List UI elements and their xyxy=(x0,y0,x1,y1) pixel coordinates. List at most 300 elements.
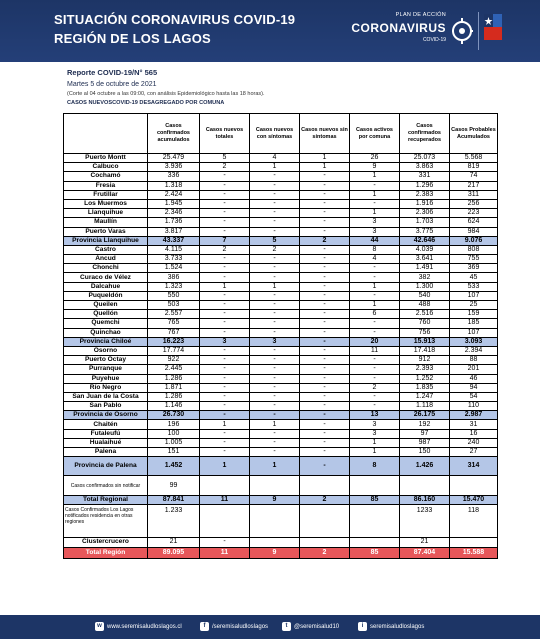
table-cell: 15.470 xyxy=(450,496,498,505)
table-cell: 4 xyxy=(250,154,300,163)
table-row xyxy=(64,310,498,319)
grand-total-row xyxy=(64,547,498,558)
table-cell: - xyxy=(350,291,400,300)
row-label: Clustercrucero xyxy=(64,538,148,547)
table-cell: 1 xyxy=(350,282,400,291)
table-cell: - xyxy=(350,365,400,374)
table-cell: 1.252 xyxy=(400,374,450,383)
table-cell: - xyxy=(300,301,350,310)
table-cell: 3.863 xyxy=(400,163,450,172)
header-active: Casos activos por comuna xyxy=(350,114,400,154)
table-cell: 74 xyxy=(450,172,498,181)
row-label: Calbuco xyxy=(64,163,148,172)
table-cell: - xyxy=(300,209,350,218)
row-label: Hualaihué xyxy=(64,438,148,447)
table-cell: - xyxy=(250,429,300,438)
table-cell: - xyxy=(350,374,400,383)
table-row xyxy=(64,199,498,208)
footer-twitter[interactable] xyxy=(282,622,339,631)
table-cell: 386 xyxy=(148,273,200,282)
table-cell: - xyxy=(200,319,250,328)
table-cell: 369 xyxy=(450,264,498,273)
table-row xyxy=(64,218,498,227)
table-cell: 20 xyxy=(350,337,400,346)
table-cell: 331 xyxy=(400,172,450,181)
table-row xyxy=(64,227,498,236)
footer-instagram-text: seremisaludloslagos xyxy=(370,623,425,630)
table-cell: - xyxy=(350,199,400,208)
table-cell: - xyxy=(250,273,300,282)
table-cell: 1.736 xyxy=(148,218,200,227)
report-subtitle: CASOS NUEVOSCOVID-19 DESAGREGADO POR COMUNA xyxy=(67,100,225,106)
table-cell: - xyxy=(300,374,350,383)
table-cell xyxy=(450,476,498,496)
table-cell: - xyxy=(300,172,350,181)
row-label: Dalcahue xyxy=(64,282,148,291)
table-cell: - xyxy=(250,218,300,227)
footer-facebook[interactable] xyxy=(200,622,268,631)
table-cell: 1.452 xyxy=(148,457,200,476)
brand-plan-text: PLAN DE ACCIÓN xyxy=(395,12,446,18)
table-cell xyxy=(350,505,400,538)
table-cell: 240 xyxy=(450,438,498,447)
table-cell: - xyxy=(300,365,350,374)
table-cell: 2.987 xyxy=(450,411,498,420)
table-cell: - xyxy=(200,438,250,447)
table-cell: - xyxy=(350,264,400,273)
header-blank-cell xyxy=(64,114,148,154)
row-label: Los Muermos xyxy=(64,199,148,208)
row-label: Castro xyxy=(64,245,148,254)
facebook-icon: f xyxy=(200,622,209,631)
province-total-row xyxy=(64,236,498,245)
table-cell: - xyxy=(200,392,250,401)
row-label: Puyehue xyxy=(64,374,148,383)
table-cell: 2 xyxy=(200,245,250,254)
table-cell: 9.076 xyxy=(450,236,498,245)
table-cell: - xyxy=(250,365,300,374)
row-label: Puerto Varas xyxy=(64,227,148,236)
table-cell: 21 xyxy=(400,538,450,547)
table-cell: 1 xyxy=(350,448,400,457)
table-cell: 150 xyxy=(400,448,450,457)
table-cell: 159 xyxy=(450,310,498,319)
table-cell: 8 xyxy=(350,245,400,254)
row-label: Puerto Montt xyxy=(64,154,148,163)
table-cell: - xyxy=(300,337,350,346)
table-row xyxy=(64,356,498,365)
cases-table xyxy=(63,113,498,559)
table-cell: 17.774 xyxy=(148,346,200,355)
table-cell: 17.418 xyxy=(400,346,450,355)
table-cell: 2 xyxy=(250,245,300,254)
table-cell: - xyxy=(250,438,300,447)
table-cell: - xyxy=(300,218,350,227)
table-cell: - xyxy=(300,264,350,273)
table-cell: - xyxy=(300,402,350,411)
table-cell: 1.426 xyxy=(400,457,450,476)
table-cell: 118 xyxy=(450,505,498,538)
table-cell: 94 xyxy=(450,383,498,392)
table-cell: 27 xyxy=(450,448,498,457)
footer-instagram[interactable] xyxy=(358,622,424,631)
table-cell: - xyxy=(200,273,250,282)
row-label: Provincia Llanquihue xyxy=(64,236,148,245)
table-cell: - xyxy=(250,172,300,181)
header-confirmed: Casos confirmados acumulados xyxy=(148,114,200,154)
report-date: Martes 5 de octubre de 2021 xyxy=(67,81,157,88)
table-cell: 89.095 xyxy=(148,547,200,558)
row-label: Fresia xyxy=(64,181,148,190)
page-footer xyxy=(0,615,540,639)
table-cell xyxy=(200,476,250,496)
table-cell: 16.223 xyxy=(148,337,200,346)
table-cell: - xyxy=(200,346,250,355)
table-cell: 8 xyxy=(350,457,400,476)
header-recovered: Casos confirmados recuperados xyxy=(400,114,450,154)
table-cell: - xyxy=(200,209,250,218)
table-row xyxy=(64,154,498,163)
regional-total-row xyxy=(64,496,498,505)
table-cell: 488 xyxy=(400,301,450,310)
table-cell: 9 xyxy=(250,547,300,558)
table-cell xyxy=(250,538,300,547)
header-new-total: Casos nuevos totales xyxy=(200,114,250,154)
table-cell: 21 xyxy=(148,538,200,547)
row-label: Ancud xyxy=(64,255,148,264)
table-cell: 3.936 xyxy=(148,163,200,172)
table-cell: - xyxy=(350,392,400,401)
footer-facebook-text: /seremisaludloslagos xyxy=(212,623,269,630)
table-cell: - xyxy=(300,457,350,476)
province-total-row xyxy=(64,457,498,476)
table-cell: - xyxy=(200,448,250,457)
table-cell: - xyxy=(250,392,300,401)
table-cell: 1233 xyxy=(400,505,450,538)
table-cell: 217 xyxy=(450,181,498,190)
table-cell: 3 xyxy=(250,337,300,346)
table-cell: - xyxy=(250,346,300,355)
table-cell: 1 xyxy=(250,163,300,172)
header-new-symptoms: Casos nuevos con síntomas xyxy=(250,114,300,154)
table-cell: 1.524 xyxy=(148,264,200,273)
row-label: Palena xyxy=(64,448,148,457)
table-cell: - xyxy=(300,356,350,365)
row-label: Puqueldón xyxy=(64,291,148,300)
table-cell: 100 xyxy=(148,429,200,438)
table-cell: 756 xyxy=(400,328,450,337)
table-row xyxy=(64,264,498,273)
government-logo-icon xyxy=(484,14,502,40)
table-row xyxy=(64,291,498,300)
row-label: San Pablo xyxy=(64,402,148,411)
table-cell xyxy=(300,538,350,547)
table-cell: - xyxy=(250,411,300,420)
table-cell: 2 xyxy=(200,163,250,172)
row-label: Curaco de Vélez xyxy=(64,273,148,282)
table-cell: 2.445 xyxy=(148,365,200,374)
table-row xyxy=(64,438,498,447)
table-cell: - xyxy=(250,227,300,236)
table-cell: - xyxy=(300,291,350,300)
table-cell: - xyxy=(200,227,250,236)
table-cell: 7 xyxy=(200,236,250,245)
table-cell: 2 xyxy=(300,547,350,558)
table-cell: 1 xyxy=(350,172,400,181)
table-cell: 26.730 xyxy=(148,411,200,420)
table-cell: - xyxy=(250,264,300,273)
table-cell: 503 xyxy=(148,301,200,310)
row-label: Provincia Chiloé xyxy=(64,337,148,346)
table-cell: 1 xyxy=(350,301,400,310)
table-row xyxy=(64,448,498,457)
table-cell: 9 xyxy=(350,163,400,172)
table-cell: 1 xyxy=(250,282,300,291)
table-cell: - xyxy=(250,448,300,457)
table-cell: 15.913 xyxy=(400,337,450,346)
table-cell: 42.646 xyxy=(400,236,450,245)
province-total-row xyxy=(64,411,498,420)
table-cell: 11 xyxy=(200,547,250,558)
table-row xyxy=(64,374,498,383)
table-cell: 1 xyxy=(350,190,400,199)
table-row xyxy=(64,392,498,401)
table-cell: - xyxy=(200,402,250,411)
table-cell: - xyxy=(300,282,350,291)
table-row xyxy=(64,402,498,411)
table-cell: 1.286 xyxy=(148,374,200,383)
table-cell: 3 xyxy=(350,429,400,438)
table-row xyxy=(64,245,498,254)
table-row xyxy=(64,346,498,355)
row-label: Quemchi xyxy=(64,319,148,328)
row-label: Maullín xyxy=(64,218,148,227)
row-label: Queilen xyxy=(64,301,148,310)
row-label: Osorno xyxy=(64,346,148,355)
table-cell: - xyxy=(250,209,300,218)
header-title: SITUACIÓN CORONAVIRUS COVID-19 xyxy=(54,12,296,27)
table-cell: 5 xyxy=(200,154,250,163)
table-cell: 11 xyxy=(200,496,250,505)
table-cell: - xyxy=(300,438,350,447)
table-cell xyxy=(200,505,250,538)
table-cell: - xyxy=(250,181,300,190)
table-cell: 151 xyxy=(148,448,200,457)
table-cell: 1.835 xyxy=(400,383,450,392)
table-cell: 196 xyxy=(148,420,200,429)
table-cell: - xyxy=(350,273,400,282)
table-cell xyxy=(450,538,498,547)
table-cell: 87.841 xyxy=(148,496,200,505)
table-cell: 25 xyxy=(450,301,498,310)
table-cell: 3 xyxy=(350,227,400,236)
table-cell: - xyxy=(350,356,400,365)
table-cell: 314 xyxy=(450,457,498,476)
row-label: Chonchi xyxy=(64,264,148,273)
row-label: Provincia de Palena xyxy=(64,457,148,476)
table-cell: - xyxy=(250,301,300,310)
table-cell: 765 xyxy=(148,319,200,328)
table-row xyxy=(64,172,498,181)
row-label: Casos Confirmados Los Lagos notificados residencia en otras regiones xyxy=(64,505,148,538)
row-label: Total Regional xyxy=(64,496,148,505)
table-cell: 1 xyxy=(350,438,400,447)
table-cell: 2.424 xyxy=(148,190,200,199)
table-cell: 86.160 xyxy=(400,496,450,505)
table-cell: 2.557 xyxy=(148,310,200,319)
row-label: Cochamó xyxy=(64,172,148,181)
table-cell: 3.733 xyxy=(148,255,200,264)
table-cell: 3.093 xyxy=(450,337,498,346)
table-cell: - xyxy=(300,346,350,355)
row-label: Total Región xyxy=(64,547,148,558)
table-body xyxy=(64,154,498,559)
table-cell: 4.115 xyxy=(148,245,200,254)
table-cell: 540 xyxy=(400,291,450,300)
table-cell: 85 xyxy=(350,496,400,505)
table-row xyxy=(64,429,498,438)
table-cell: - xyxy=(200,291,250,300)
row-label: San Juan de la Costa xyxy=(64,392,148,401)
row-label: Quellón xyxy=(64,310,148,319)
report-info xyxy=(67,68,265,106)
table-cell: - xyxy=(200,383,250,392)
table-cell: - xyxy=(200,356,250,365)
table-cell: 1 xyxy=(250,457,300,476)
table-row xyxy=(64,301,498,310)
table-cell: - xyxy=(250,356,300,365)
table-cell: 1.323 xyxy=(148,282,200,291)
table-cell: 2.516 xyxy=(400,310,450,319)
table-cell: 2 xyxy=(300,236,350,245)
row-label: Quinchao xyxy=(64,328,148,337)
table-cell: 26.175 xyxy=(400,411,450,420)
table-row xyxy=(64,319,498,328)
table-cell: 4 xyxy=(350,255,400,264)
table-cell: 201 xyxy=(450,365,498,374)
row-label: Puerto Octay xyxy=(64,356,148,365)
table-row xyxy=(64,209,498,218)
header-new-no-symptoms: Casos nuevos sin síntomas xyxy=(300,114,350,154)
table-cell: 3.641 xyxy=(400,255,450,264)
table-row xyxy=(64,420,498,429)
row-label: Provincia de Osorno xyxy=(64,411,148,420)
table-cell: 2.393 xyxy=(400,365,450,374)
table-cell: - xyxy=(200,199,250,208)
table-cell xyxy=(250,476,300,496)
table-cell: - xyxy=(200,172,250,181)
table-cell: 819 xyxy=(450,163,498,172)
table-cell: 11 xyxy=(350,346,400,355)
table-cell xyxy=(350,538,400,547)
table-cell: 16 xyxy=(450,429,498,438)
table-cell: 87.404 xyxy=(400,547,450,558)
web-icon: w xyxy=(95,622,104,631)
table-row xyxy=(64,273,498,282)
table-cell: 2.306 xyxy=(400,209,450,218)
report-note: (Corte al 04 octubre a las 09:00, con análisis Epidemiológico hasta las 18 horas). xyxy=(67,91,265,97)
table-cell: 5 xyxy=(250,236,300,245)
table-row xyxy=(64,181,498,190)
table-cell: 107 xyxy=(450,291,498,300)
table-cell: 1 xyxy=(200,457,250,476)
table-cell: - xyxy=(300,273,350,282)
table-cell: 808 xyxy=(450,245,498,254)
table-cell: - xyxy=(300,420,350,429)
table-cell: - xyxy=(200,181,250,190)
row-label: Futaleufú xyxy=(64,429,148,438)
table-cell: 382 xyxy=(400,273,450,282)
table-row xyxy=(64,328,498,337)
table-cell: 1 xyxy=(200,420,250,429)
virus-icon xyxy=(450,14,474,48)
table-cell: 1.318 xyxy=(148,181,200,190)
table-cell: - xyxy=(200,429,250,438)
table-cell: - xyxy=(200,264,250,273)
table-cell: 533 xyxy=(450,282,498,291)
table-cell: - xyxy=(200,310,250,319)
table-cell: - xyxy=(250,402,300,411)
footer-web[interactable] xyxy=(95,622,182,631)
twitter-icon: t xyxy=(282,622,291,631)
table-cell: 25.073 xyxy=(400,154,450,163)
table-cell: 1 xyxy=(200,282,250,291)
table-cell: - xyxy=(300,199,350,208)
table-cell: 4.039 xyxy=(400,245,450,254)
table-cell: 1.296 xyxy=(400,181,450,190)
header-divider xyxy=(478,12,479,50)
table-cell: - xyxy=(250,383,300,392)
table-cell: 97 xyxy=(400,429,450,438)
table-cell: 2 xyxy=(300,496,350,505)
row-label: Chaitén xyxy=(64,420,148,429)
table-cell: 88 xyxy=(450,356,498,365)
table-cell xyxy=(300,476,350,496)
table-cell: - xyxy=(350,319,400,328)
table-cell: 760 xyxy=(400,319,450,328)
table-row xyxy=(64,383,498,392)
table-cell: 5.568 xyxy=(450,154,498,163)
table-cell: 1 xyxy=(250,420,300,429)
table-cell: - xyxy=(350,328,400,337)
table-cell: - xyxy=(250,255,300,264)
table-cell: - xyxy=(200,218,250,227)
table-cell: 1 xyxy=(300,163,350,172)
row-label: Llanquihue xyxy=(64,209,148,218)
row-label: Frutillar xyxy=(64,190,148,199)
table-cell: - xyxy=(250,319,300,328)
page-header xyxy=(0,0,540,62)
table-cell xyxy=(300,505,350,538)
table-cell: - xyxy=(350,402,400,411)
table-cell: 54 xyxy=(450,392,498,401)
table-cell: 6 xyxy=(350,310,400,319)
table-cell: 45 xyxy=(450,273,498,282)
table-cell: - xyxy=(200,255,250,264)
table-cell: - xyxy=(250,291,300,300)
table-cell: 2.394 xyxy=(450,346,498,355)
table-cell: - xyxy=(300,245,350,254)
table-cell: 1.491 xyxy=(400,264,450,273)
table-cell: 311 xyxy=(450,190,498,199)
table-cell: - xyxy=(250,310,300,319)
table-cell: - xyxy=(300,448,350,457)
brand-covid-text: COVID-19 xyxy=(422,37,446,43)
table-cell: 3 xyxy=(350,218,400,227)
table-cell: 25.479 xyxy=(148,154,200,163)
table-row xyxy=(64,190,498,199)
table-cell: 1.871 xyxy=(148,383,200,392)
